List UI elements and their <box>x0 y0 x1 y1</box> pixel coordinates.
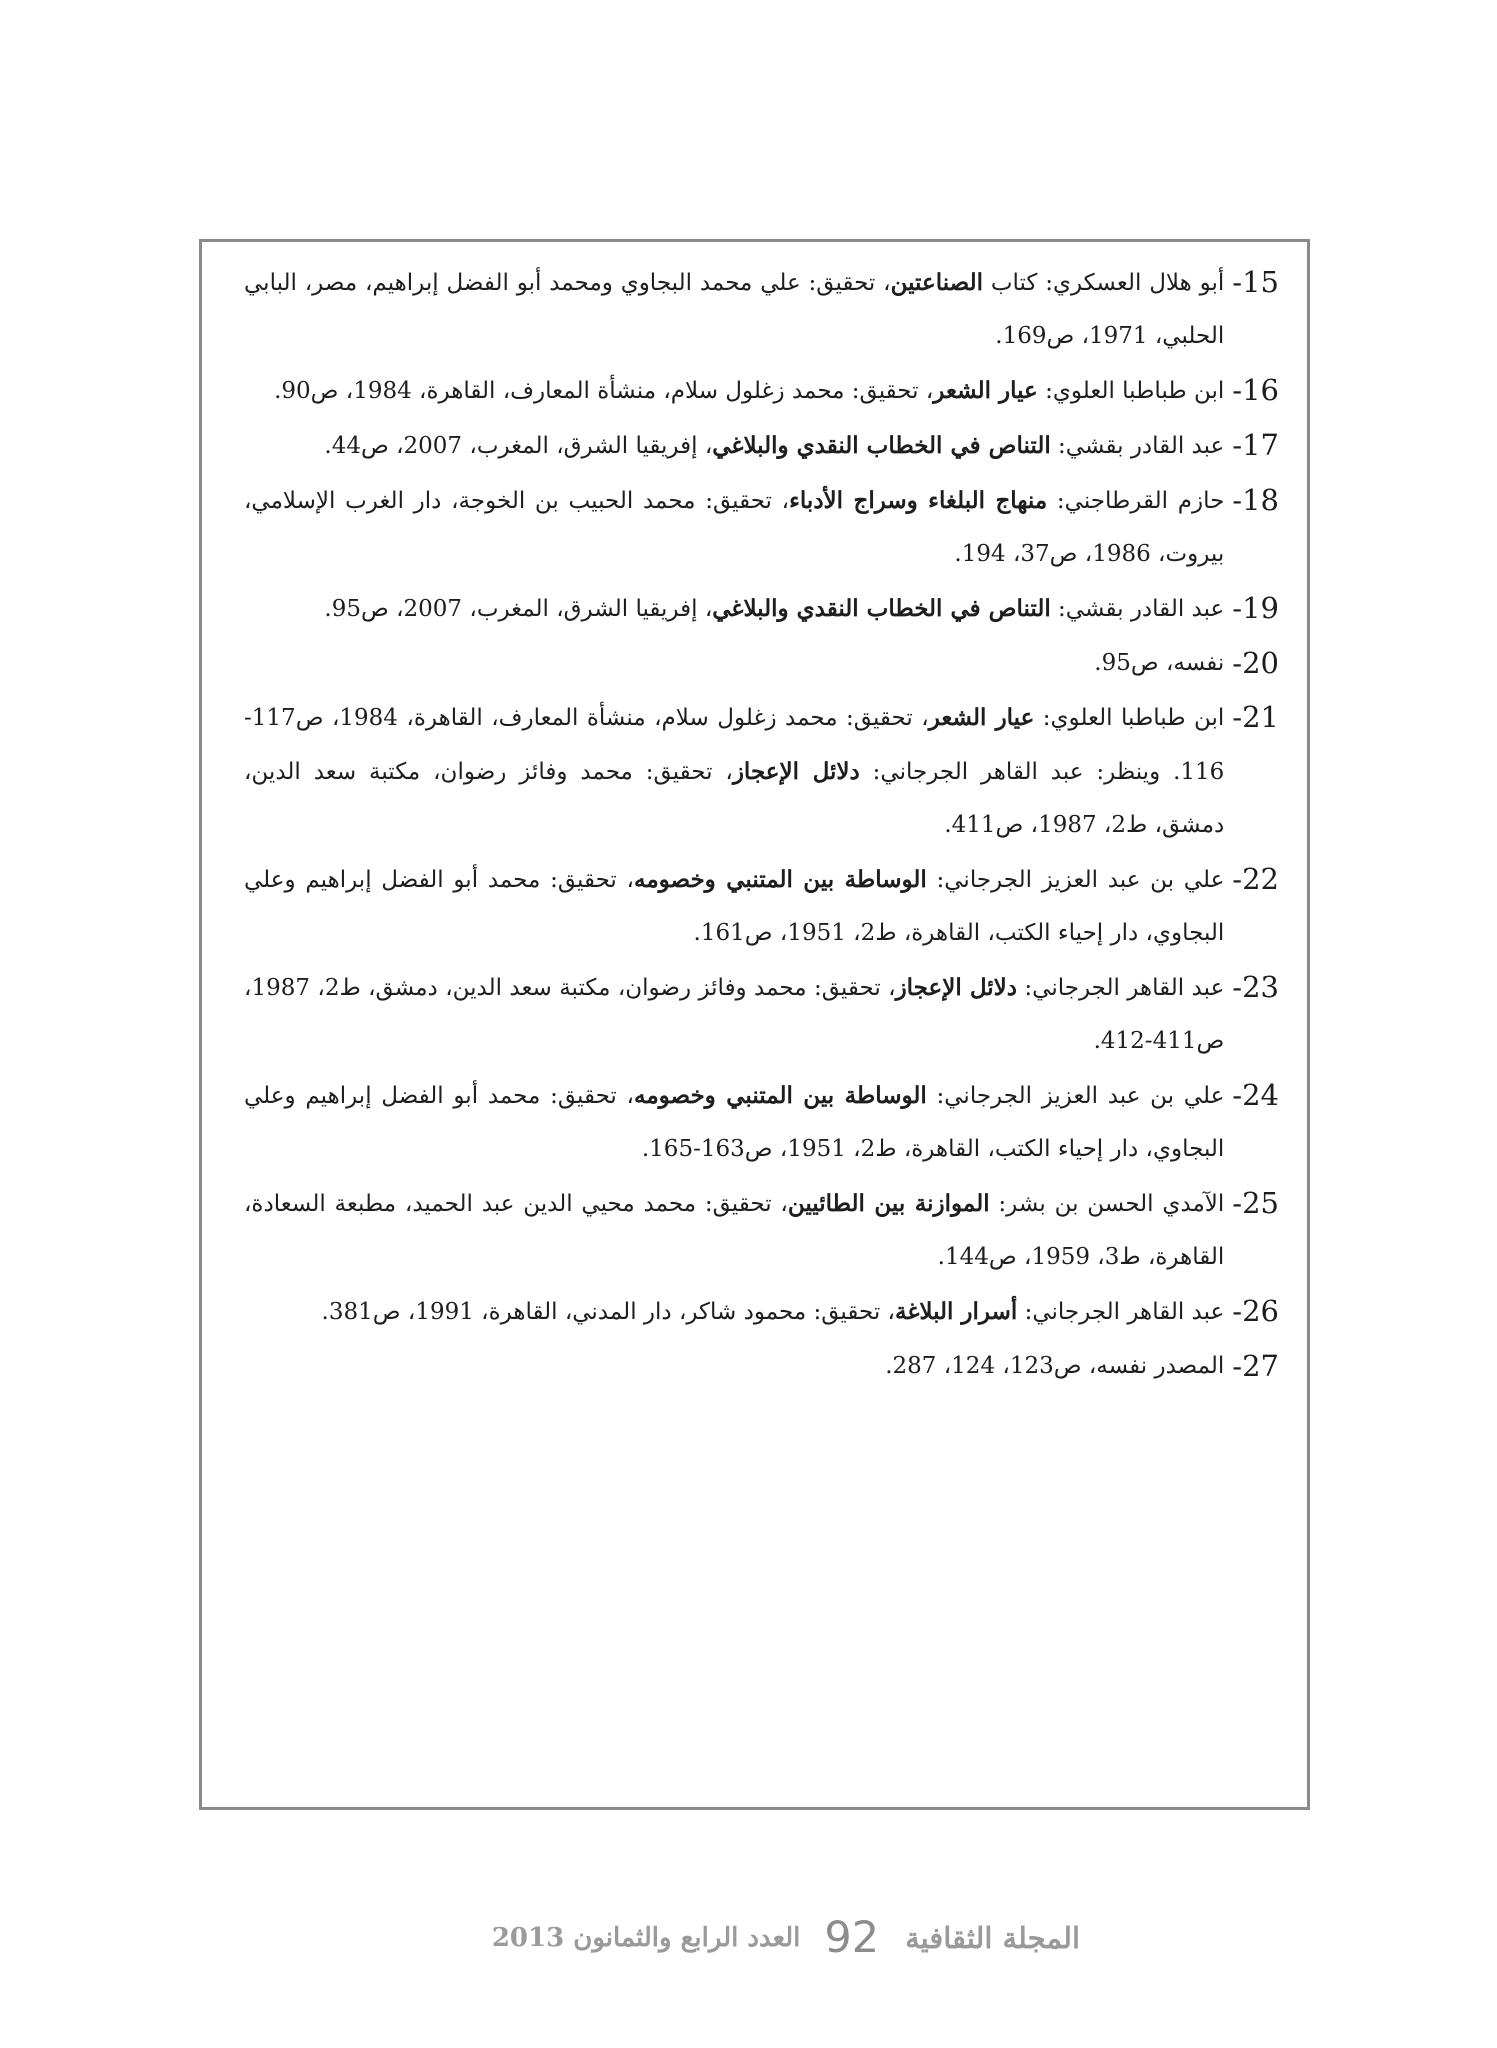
reference-title: التناص في الخطاب النقدي والبلاغي <box>712 432 1051 459</box>
reference-title: الوساطة بين المتنبي وخصومه <box>633 1082 927 1109</box>
reference-item <box>244 364 1279 418</box>
reference-segment: ، تحقيق: محمد زغلول سلام، منشأة المعارف، القاهرة، 1984، ص117-116. وينظر: عبد القاهر الجرجاني: <box>244 705 1225 785</box>
reference-item <box>244 853 1279 960</box>
reference-text <box>244 1285 1224 1339</box>
reference-segment: حازم القرطاجني: <box>1047 488 1225 514</box>
reference-title: عيار الشعر <box>933 377 1038 404</box>
reference-number: 17- <box>1232 428 1279 462</box>
reference-segment: ، إفريقيا الشرق، المغرب، 2007، ص95. <box>324 596 713 622</box>
reference-segment: ، تحقيق: محمود شاكر، دار المدني، القاهرة، 1991، ص381. <box>321 1299 895 1325</box>
reference-title: عيار الشعر <box>928 704 1035 731</box>
page-footer <box>440 1908 1080 1968</box>
reference-text <box>244 364 1224 418</box>
reference-number: 15- <box>1232 265 1279 299</box>
reference-text <box>244 582 1224 636</box>
reference-item <box>244 582 1279 636</box>
reference-item <box>244 1177 1279 1284</box>
reference-title: دلائل الإعجاز <box>895 974 1018 1001</box>
reference-segment: ، إفريقيا الشرق، المغرب، 2007، ص44. <box>324 433 713 459</box>
reference-segment: ، تحقيق: محمد محيي الدين عبد الحميد، مطبعة السعادة، القاهرة، ط3، 1959، ص144. <box>244 1191 1225 1270</box>
reference-segment: ، تحقيق: محمد وفائز رضوان، مكتبة سعد الدين، دمشق، ط2، 1987، ص411. <box>244 759 1225 838</box>
reference-segment: ، تحقيق: محمد الحبيب بن الخوجة، دار الغرب الإسلامي، بيروت، 1986، ص37، 194. <box>244 488 1225 567</box>
reference-item <box>244 419 1279 473</box>
reference-text <box>244 1069 1224 1176</box>
reference-number: 22- <box>1232 862 1279 896</box>
reference-segment: ، تحقيق: محمد وفائز رضوان، مكتبة سعد الدين، دمشق، ط2، 1987، ص411-412. <box>244 975 1225 1054</box>
reference-number: 26- <box>1232 1294 1279 1328</box>
reference-segment: الآمدي الحسن بن بشر: <box>989 1191 1225 1217</box>
reference-segment: عبد القاهر الجرجاني: <box>1017 1299 1225 1325</box>
reference-segment: أبو هلال العسكري: كتاب <box>982 270 1225 296</box>
reference-number: 21- <box>1232 700 1279 734</box>
reference-title: دلائل الإعجاز <box>732 758 860 785</box>
reference-title: الموازنة بين الطائيين <box>787 1190 990 1217</box>
reference-segment: عبد القاهر الجرجاني: <box>1017 975 1225 1001</box>
references-list <box>244 256 1279 1394</box>
reference-text <box>244 853 1224 960</box>
reference-item <box>244 961 1279 1068</box>
reference-item <box>244 637 1279 690</box>
reference-segment: المصدر نفسه، ص123، 124، 287. <box>885 1353 1225 1379</box>
reference-number: 24- <box>1232 1078 1279 1112</box>
reference-segment: ابن طباطبا العلوي: <box>1037 378 1225 404</box>
reference-item <box>244 1340 1279 1393</box>
reference-number: 16- <box>1232 373 1279 407</box>
reference-segment: ، تحقيق: علي محمد البجاوي ومحمد أبو الفضل إبراهيم، مصر، البابي الحلبي، 1971، ص169. <box>244 270 1225 349</box>
reference-text <box>244 419 1224 473</box>
reference-text <box>244 256 1224 363</box>
reference-title: منهاج البلغاء وسراج الأدباء <box>789 487 1048 514</box>
reference-segment: ، تحقيق: محمد أبو الفضل إبراهيم وعلي البجاوي، دار إحياء الكتب، القاهرة، ط2، 1951، ص161. <box>244 867 1225 946</box>
reference-segment: عبد القادر بقشي: <box>1050 596 1225 622</box>
reference-text <box>244 691 1224 852</box>
reference-number: 27- <box>1232 1349 1279 1383</box>
magazine-name: المجلة الثقافية <box>905 1921 1080 1955</box>
reference-segment: ، تحقيق: محمد زغلول سلام، منشأة المعارف، القاهرة، 1984، ص90. <box>274 378 934 404</box>
reference-number: 19- <box>1232 591 1279 625</box>
reference-number: 23- <box>1232 970 1279 1004</box>
reference-text <box>244 474 1224 581</box>
reference-item <box>244 1069 1279 1176</box>
reference-item <box>244 256 1279 363</box>
reference-text <box>244 1177 1224 1284</box>
reference-item <box>244 1285 1279 1339</box>
reference-title: التناص في الخطاب النقدي والبلاغي <box>712 595 1051 622</box>
reference-number: 20- <box>1232 646 1279 680</box>
reference-text <box>244 1340 1224 1393</box>
reference-title: الصناعتين <box>890 269 983 296</box>
reference-item <box>244 691 1279 852</box>
reference-number: 18- <box>1232 483 1279 517</box>
reference-segment: ابن طباطبا العلوي: <box>1034 705 1225 731</box>
reference-text <box>244 637 1224 690</box>
reference-item <box>244 474 1279 581</box>
reference-segment: ، تحقيق: محمد أبو الفضل إبراهيم وعلي البجاوي، دار إحياء الكتب، القاهرة، ط2، 1951، ص163-165. <box>244 1083 1225 1162</box>
reference-title: الوساطة بين المتنبي وخصومه <box>633 866 927 893</box>
reference-segment: عبد القادر بقشي: <box>1050 433 1225 459</box>
reference-title: أسرار البلاغة <box>894 1298 1018 1325</box>
reference-segment: علي بن عبد العزيز الجرجاني: <box>926 867 1225 893</box>
reference-number: 25- <box>1232 1186 1279 1220</box>
page-number: 92 <box>824 1913 880 1963</box>
reference-segment: علي بن عبد العزيز الجرجاني: <box>926 1083 1225 1109</box>
reference-text <box>244 961 1224 1068</box>
reference-segment: نفسه، ص95. <box>1094 650 1225 676</box>
issue-label: العدد الرابع والثمانون 2013 <box>491 1923 801 1953</box>
